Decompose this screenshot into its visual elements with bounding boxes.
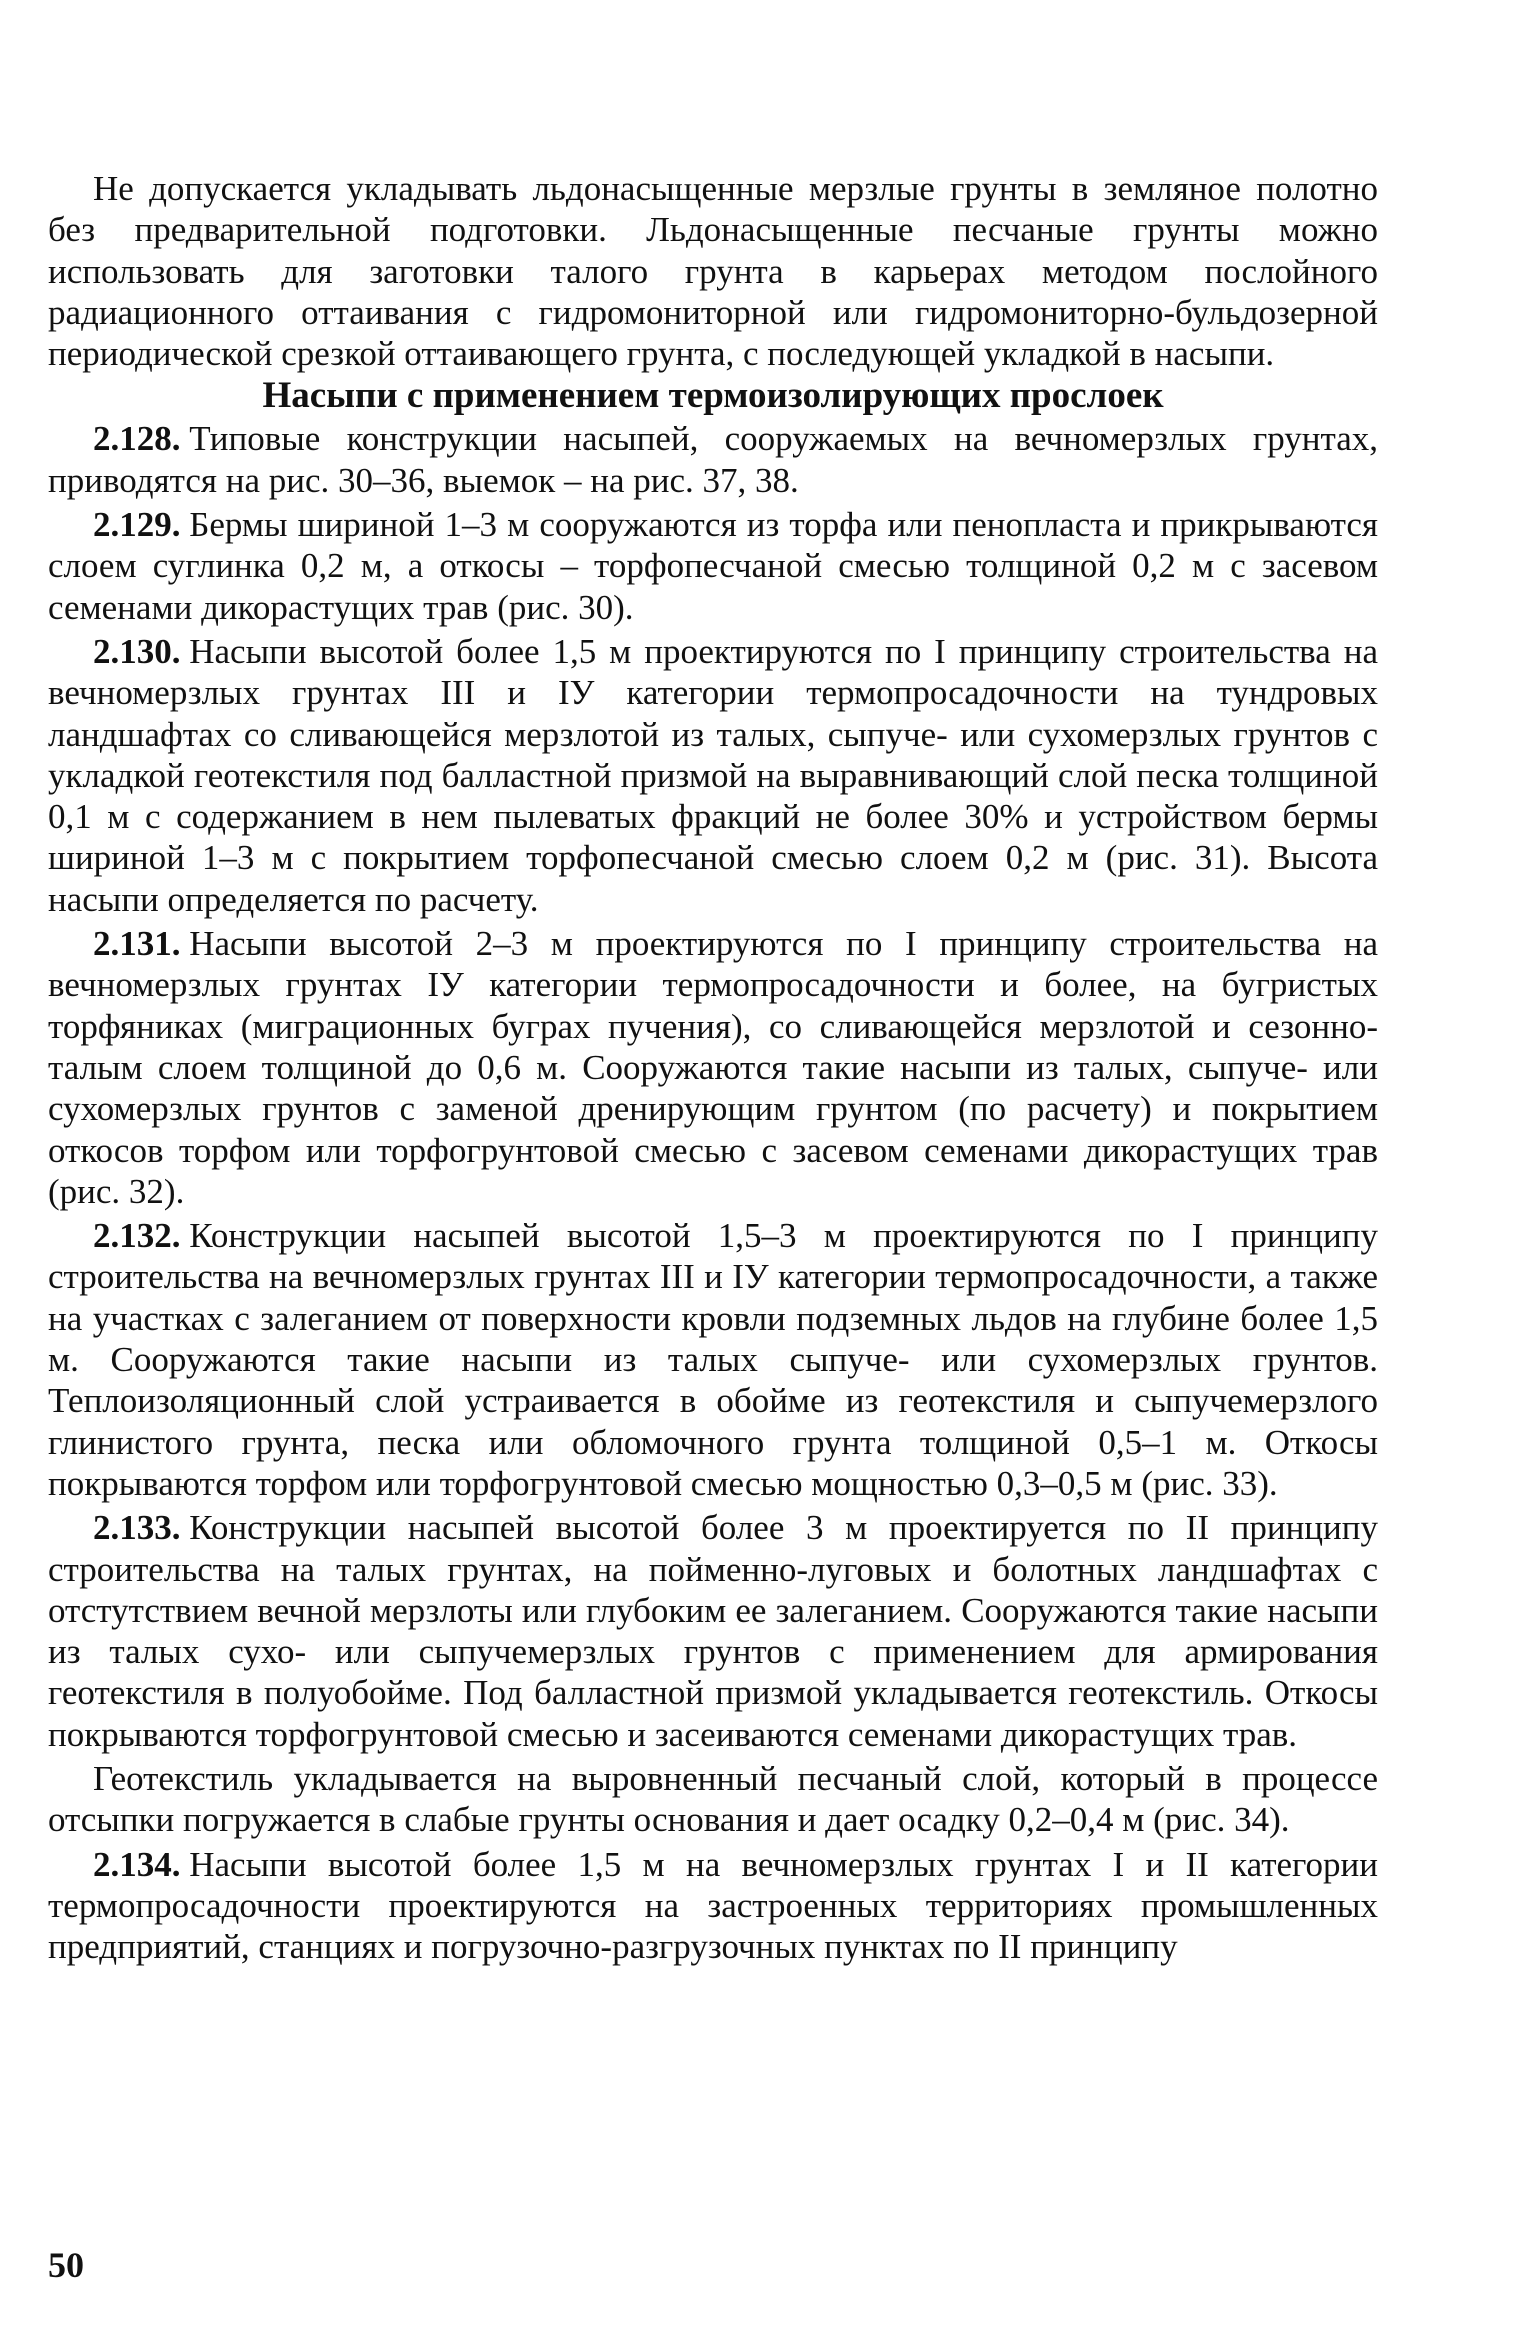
paragraph-number: 2.133. bbox=[93, 1508, 181, 1548]
paragraph-number: 2.131. bbox=[93, 924, 181, 964]
paragraph-number: 2.130. bbox=[93, 631, 181, 671]
paragraph-text: Бермы шириной 1–3 м сооружаются из торфа или пенопласта и прикрываются слоем суглинка 0,2 м, а откосы – торфопесчаной смесью толщиной 0,2 м с засевом семенами дикорастущих трав (рис. 30). bbox=[48, 505, 1378, 627]
paragraph-text: Насыпи высотой более 1,5 м проектируются по I принципу строительства на вечномерзлых грунтах III и IУ категории термопросадочности на тундровых ландшафтах со сливающейся мерзлотой из талых, сыпуче- или сухомерзлых грунтов с укладкой геотекстиля под балластной призмой на выравнивающий слой песка толщиной 0,1 м с содержанием в нем пылеватых фракций не более 30% и устройством бермы шириной 1–3 м с покрытием торфопесчаной смесью слоем 0,2 м (рис. 31). Высота насыпи определяется по расчету. bbox=[48, 631, 1378, 919]
paragraph-2-134 bbox=[48, 1844, 1378, 1968]
paragraph-2-133 bbox=[48, 1507, 1378, 1755]
paragraph-text: Конструкции насыпей высотой более 3 м проектируется по II принципу строительства на талых грунтах, на пойменно-луговых и болотных ландшафтах с отстутствием вечной мерзлоты или глубоким ее залеганием. Сооружаются такие насыпи из талых сухо- или сыпучемерзлых грунтов с применением для армирования геотекстиля в полуобойме. Под балластной призмой укладывается геотекстиль. Откосы покрываются торфогрунтовой смесью и засеиваются семенами дикорастущих трав. bbox=[48, 1508, 1378, 1754]
paragraph-number: 2.134. bbox=[93, 1844, 181, 1884]
paragraph-text: Типовые конструкции насыпей, сооружаемых на вечномерзлых грунтах, приводятся на рис. 30–36, выемок – на рис. 37, 38. bbox=[48, 419, 1378, 500]
paragraph-2-131 bbox=[48, 923, 1378, 1212]
paragraph-number: 2.132. bbox=[93, 1216, 181, 1256]
paragraph-number: 2.129. bbox=[93, 505, 181, 545]
paragraph-2-130 bbox=[48, 631, 1378, 920]
paragraph-text: Насыпи высотой 2–3 м проектируются по I принципу строительства на вечномерзлых грунтах IУ категории термопросадочности и более, на бугристых торфяниках (миграционных бугpax пучения), со сливающейся мерзлотой и сезонно-талым слоем толщиной до 0,6 м. Сооружаются такие насыпи из талых, сыпуче- или сухомерзлых грунтов с заменой дренирующим грунтом (по расчету) и покрытием откосов торфом или торфогрунтовой смесью с засевом семенами дикорастущих трав (рис. 32). bbox=[48, 924, 1378, 1211]
page-number: 50 bbox=[48, 2245, 84, 2285]
paragraph-text: Насыпи высотой более 1,5 м на вечномерзлых грунтах I и II категории термопросадочности проектируются на застроенных территориях промышленных предприятий, станциях и погрузочно-разгрузочных пунктах по II принципу bbox=[48, 1844, 1378, 1967]
paragraph-2-129 bbox=[48, 504, 1378, 628]
paragraph-text: Геотекстиль укладывается на выровненный песчаный слой, который в процессе отсыпки погружается в слабые грунты основания и дает осадку 0,2–0,4 м (рис. 34). bbox=[48, 1758, 1378, 1840]
paragraph-2-132 bbox=[48, 1215, 1378, 1504]
paragraph-2-128 bbox=[48, 418, 1378, 501]
paragraph-number: 2.128. bbox=[93, 419, 181, 459]
paragraph-text: Конструкции насыпей высотой 1,5–3 м проектируются по I принципу строительства на вечномерзлых грунтах III и IУ категории термопросадочности, а также на участках с залеганием от поверхности кровли подземных льдов на глубине более 1,5 м. Сооружаются такие насыпи из талых сыпуче- или сухомерзлых грунтов. Теплоизоляционный слой устраивается в обойме из геотекстиля и сыпучемерзлого глинистого грунта, песка или обломочного грунта толщиной 0,5–1 м. Откосы покрываются торфом или торфогрунтовой смесью мощностью 0,3–0,5 м (рис. 33). bbox=[48, 1216, 1378, 1503]
intro-paragraph: Не допускается укладывать льдонасыщенные мерзлые грунты в земляное полотно без предварительной подготовки. Льдонасыщенные песчаные грунты можно использовать для заготовки талого грунта в карьерах методом послойного радиационного оттаивания с гидромониторной или гидромониторно-бульдозерной периодической срезкой оттаивающего грунта, с последующей укладкой в насыпи. bbox=[48, 169, 1378, 374]
section-heading: Насыпи с применением термоизолирующих прослоек bbox=[262, 375, 1164, 417]
document-body bbox=[48, 168, 1378, 1967]
paragraph-geotextile bbox=[48, 1758, 1378, 1841]
